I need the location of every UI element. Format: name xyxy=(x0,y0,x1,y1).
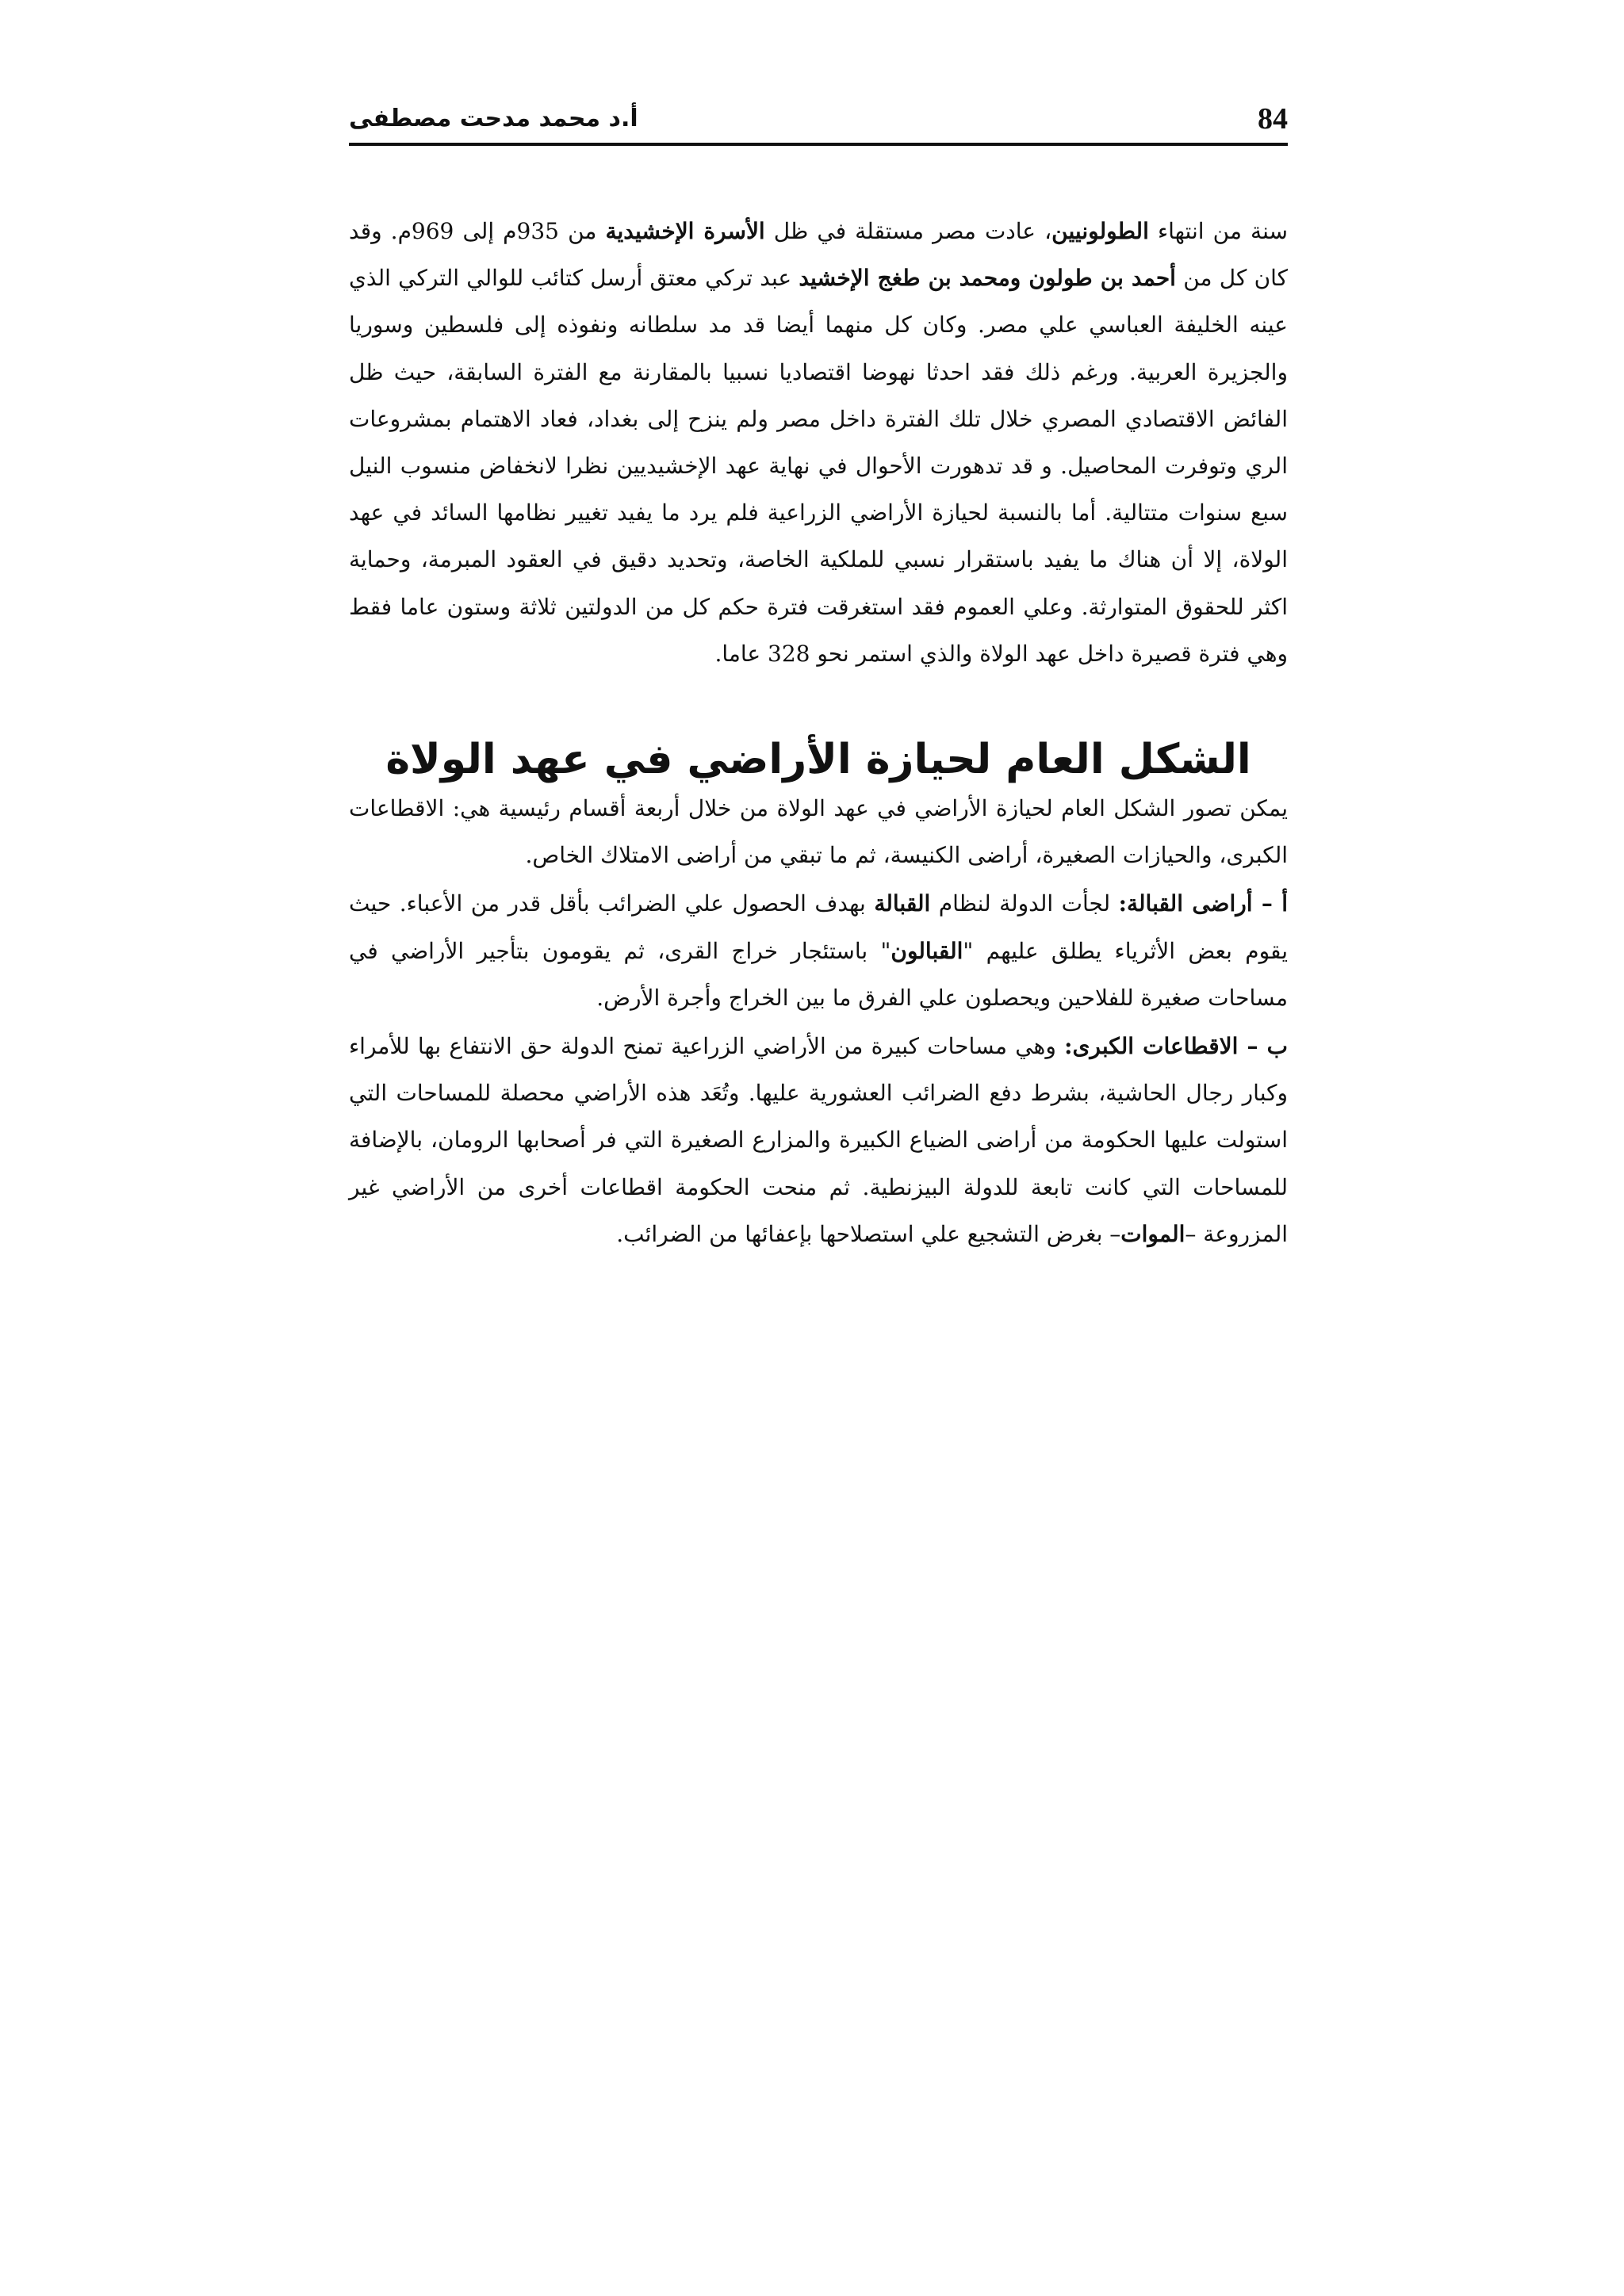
page-header xyxy=(349,101,1288,146)
bold-term: الطولونيين xyxy=(1051,218,1149,244)
page-body xyxy=(349,208,1288,1257)
item-label: الاقطاعات الكبرى: xyxy=(1064,1033,1239,1060)
item-prefix: ب – xyxy=(1238,1033,1289,1060)
text-run: لجأت الدولة لنظام xyxy=(930,890,1119,917)
text-run: ، عادت مصر مستقلة في ظل xyxy=(764,218,1052,244)
text-run: " باستئجار خراج القرى، ثم يقومون بتأجير الأراضي في مساحات صغيرة للفلاحين ويحصلون علي الفرق ما بين الخراج وأجرة الأرض. xyxy=(349,937,1288,1011)
text-run: سنة من انتهاء xyxy=(1148,218,1288,244)
item-label: أراضى القبالة: xyxy=(1118,890,1253,917)
text-run: وهي مساحات كبيرة من الأراضي الزراعية تمنح الدولة حق الانتفاع بها للأمراء وكبار رجال الحاشية، بشرط دفع الضرائب العشورية عليها. وتُعَد هذه الأراضي محصلة للمساحات التي استولت عليها الحكومة من أراضى الضياع الكبيرة والمزارع الصغيرة التي فر أصحابها الرومان، بالإضافة للمساحات التي كانت تابعة للدولة البيزنطية. ثم منحت الحكومة اقطاعات أخرى من الأراضي غير المزروعة – xyxy=(349,1033,1289,1247)
running-header-author: أ.د محمد مدحت مصطفى xyxy=(349,105,638,132)
list-item-b xyxy=(349,1023,1288,1257)
bold-term: القبالون xyxy=(891,937,963,964)
bold-term: أحمد بن طولون ومحمد بن طغج الإخشيد xyxy=(799,265,1176,292)
item-prefix: أ – xyxy=(1252,890,1288,917)
section-heading: الشكل العام لحيازة الأراضي في عهد الولاة xyxy=(385,736,1251,784)
bold-term: القبالة xyxy=(874,890,931,917)
intro-paragraph: يمكن تصور الشكل العام لحيازة الأراضي في عهد الولاة من خلال أربعة أقسام رئيسية هي: الاقطاعات الكبرى، والحيازات الصغيرة، أراضى الكنيسة، ثم ما تبقي من أراضى الامتلاك الخاص. xyxy=(349,795,1288,869)
body-paragraph xyxy=(349,208,1288,677)
bold-term: الأسرة الإخشيدية xyxy=(605,218,765,244)
text-run: بهدف الحصول علي الضرائب بأقل قدر من الأعباء. حيث يقوم بعض الأثرياء يطلق عليهم " xyxy=(349,890,1288,964)
text-run: من 935م إلى 969م. وقد كان كل من xyxy=(349,218,1288,292)
text-run: عبد تركي معتق أرسل كتائب للوالي التركي الذي عينه الخليفة العباسي علي مصر. وكان كل منهما أيضا قد مد سلطانه ونفوذه إلى فلسطين وسوريا والجزيرة العربية. ورغم ذلك فقد احدثا نهوضا اقتصاديا نسبيا بالمقارنة مع الفترة السابقة، حيث ظل الفائض الاقتصادي المصري خلال تلك الفترة داخل مصر ولم ينزح إلى بغداد، فعاد الاهتمام بمشروعات الري وتوفرت المحاصيل. و قد تدهورت الأحوال في نهاية عهد الإخشيديين نظرا لانخفاض منسوب النيل سبع سنوات متتالية. أما بالنسبة لحيازة الأراضي الزراعية فلم يرد ما يفيد تغيير نظامها السائد في عهد الولاة، إلا أن هناك ما يفيد باستقرار نسبي للملكية الخاصة، وتحديد دقيق في العقود المبرمة، وحماية اكثر للحقوق المتوارثة. وعلي العموم فقد استغرقت فترة حكم كل من الدولتين ثلاثة وستون عاما فقط وهي فترة قصيرة داخل عهد الولاة والذي استمر نحو 328 عاما. xyxy=(349,265,1288,667)
text-run: – بغرض التشجيع علي استصلاحها بإعفائها من الضرائب. xyxy=(616,1220,1121,1247)
bold-term: الموات xyxy=(1120,1220,1185,1247)
list-item-a xyxy=(349,880,1288,1021)
page-number: 84 xyxy=(1258,102,1288,136)
